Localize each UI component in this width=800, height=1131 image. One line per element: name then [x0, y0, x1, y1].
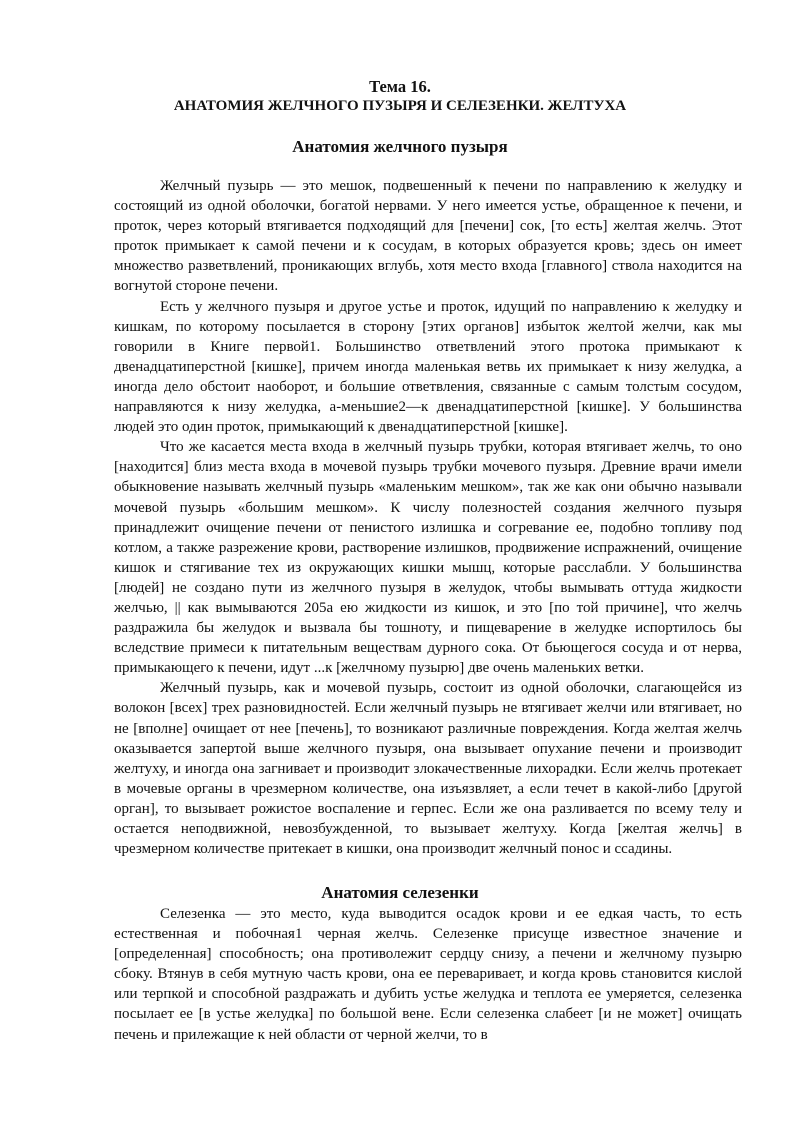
paragraph: Желчный пузырь, как и мочевой пузырь, состоит из одной оболочки, слагающейся из волокон [всех] трех разновидностей. Если желчный пузырь не втягивает желчи или втягивает, но не [вполне] очищает от нее [печень], то возникают различные повреждения. Когда желтая желчь оказывается запертой выше желчного пузыря, она вызывает опухание печени и производит желтуху, и иногда она загнивает и производит злокачественные лихорадки. Если желчь протекает в мочевые органы в чрезмерном количестве, она изъязвляет, а если течет в какой-либо [другой орган], то вызывает рожистое воспаление и герпес. Если же она разливается по всему телу и остается неподвижной, невозбужденной, то вызывает желтуху. Когда [желтая желчь] в чрезмерном количестве притекает в кишки, она производит желчный понос и ссадины.	[114, 680, 742, 858]
paragraph: Что же касается места входа в желчный пузырь трубки, которая втягивает желчь, то оно [находится] близ места входа в мочевой пузырь трубки мочевого пузыря. Древние врачи имели обыкновение называть желчный пузырь «маленьким мешком», так же как они обычно называли мочевой пузырь «большим мешком». К числу полезностей создания желчного пузыря принадлежит очищение печени от пенистого излишка и согревание ее, подобно топливу под котлом, а также разрежение крови, растворение излишков, продвижение испражнений, очищение кишок и стягивание тех из окружающих кишки мышц, которые расслабли. У большинства [людей] не создано пути из желчного пузыря в желудок, чтобы вымывать оттуда жидкости желчью, || как вымываются 205а ею жидкости из кишок, и это [по той причине], что желчь раздражила бы желудок и вызвала бы тошноту, и пищеварение в желудке испортилось бы вследствие примеси к питательным веществам дурного сока. От бьющегося сосуда и от нерва, примыкающего к печени, идут ...к [желчному пузырю] две очень маленьких ветки.	[114, 439, 742, 677]
paragraph: Желчный пузырь — это мешок, подвешенный к печени по направлению к желудку и состоящий из одной оболочки, богатой нервами. У него имеется устье, обращенное к печени, и проток, через который втягивается подходящий для [печени] сок, [то есть] желтая желчь. Этот проток примыкает к самой печени и к сосудам, в которых образуется кровь; здесь он имеет множество разветвлений, проникающих вглубь, хотя место входа [главного] ствола находится на вогнутой стороне печени.	[114, 178, 742, 295]
paragraph: Есть у желчного пузыря и другое устье и проток, идущий по направлению к желудку и кишкам, по которому посылается в сторону [этих органов] избыток желтой желчи, как мы говорили в Книге первой1. Большинство ответвлений этого протока примыкают к двенадцатиперстной [кишке], причем иногда маленькая ветвь их примыкает к низу желудка, а иногда дело обстоит наоборот, и большие ответвления, связанные с самым толстым сосудом, направляются к низу желудка, а-меньшие2—к двенадцатиперстной [кишке]. У большинства людей это один проток, примыкающий к двенадцатиперстной [кишке].	[114, 298, 742, 436]
section-body-spleen	[114, 904, 742, 1045]
paragraph: Селезенка — это место, куда выводится осадок крови и ее едкая часть, то есть естественная и побочная1 черная желчь. Селезенке присуще известное значение и [определенная] способность; она противолежит сердцу снизу, а печени и желчному пузырю сбоку. Втянув в себя мутную часть крови, она ее переваривает, и когда кровь становится кислой или терпкой и способной раздражать и дубить устье желудка и теплота ее умеряется, селезенка посылает ее [в устье желудка] по большой вене. Если селезенка слабеет [и не может] очищать печень и прилежащие к ней области от черной желчи, то в	[114, 906, 742, 1043]
section-body-gallbladder	[114, 176, 742, 859]
document-title: АНАТОМИЯ ЖЕЛЧНОГО ПУЗЫРЯ И СЕЛЕЗЕНКИ. ЖЕЛТУХА	[173, 98, 627, 114]
section-heading-gallbladder: Анатомия желчного пузыря	[292, 137, 508, 156]
topic-number: Тема 16.	[369, 77, 431, 96]
section-heading-spleen: Анатомия селезенки	[321, 883, 479, 902]
